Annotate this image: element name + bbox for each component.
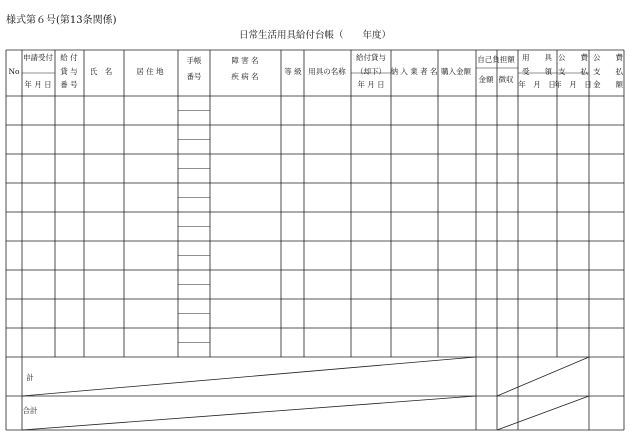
header-grant-line2: 貸 与 [60, 67, 78, 76]
header-grant-date-line2: （却下） [356, 67, 386, 76]
header-purchase-amount: 購入金額 [441, 67, 471, 76]
header-address: 居 住 地 [136, 67, 164, 76]
total-label: 合計 [22, 406, 38, 415]
header-charge-line3: 年 月 日 [518, 80, 556, 89]
header-equipment: 用具の名称 [308, 67, 346, 76]
header-charge-line1: 用 具 [522, 53, 552, 62]
header-grant-line1: 給 付 [60, 53, 78, 62]
table-grid [6, 50, 624, 430]
header-application-line2: 年 月 日 [24, 80, 52, 89]
header-handbook-line2: 番号 [186, 72, 202, 81]
header-self-amount: 金額 [478, 75, 494, 84]
subtotal-label: 計 [26, 373, 34, 382]
header-public-amount-line3: 金 額 [593, 80, 623, 89]
total-strike [22, 396, 476, 430]
header-public-amount-line1: 公 費 [593, 53, 623, 62]
header-application-line1: 申請受付 [23, 53, 53, 62]
form-number: 様式第６号(第13条関係) [6, 15, 117, 26]
header-handbook-line1: 手帳 [186, 56, 202, 65]
subtotal-strike [22, 357, 476, 396]
header-grant-date-line1: 給付貸与 [356, 53, 386, 62]
total-strike-right [497, 396, 589, 430]
header-grant-line3: 番 号 [60, 80, 78, 89]
header-public-amount-line2: 支 払 [593, 67, 623, 76]
header-public-date-line2: 支 払 [558, 67, 588, 76]
header-name: 氏 名 [89, 67, 113, 76]
header-public-date-line1: 公 費 [558, 53, 588, 62]
header-vendor: 納 入 業 者 名 [390, 67, 438, 76]
header-disability-line2: 疾 病 名 [231, 72, 259, 81]
header-self-remitted: 徴収 [498, 75, 514, 84]
ledger-title: 日常生活用具給付台帳（ 年度） [238, 30, 391, 41]
header-self-pay: 自己負担額 [477, 55, 515, 64]
header-grade: 等 級 [284, 67, 302, 76]
header-no: No [8, 67, 20, 76]
header-disability-line1: 障 害 名 [231, 56, 259, 65]
subtotal-strike-right [497, 357, 589, 396]
header-public-date-line3: 年 月 日 [554, 80, 592, 89]
header-grant-date-line3: 年 月 日 [357, 80, 385, 89]
header-charge-line2: 受 領 [522, 67, 552, 76]
